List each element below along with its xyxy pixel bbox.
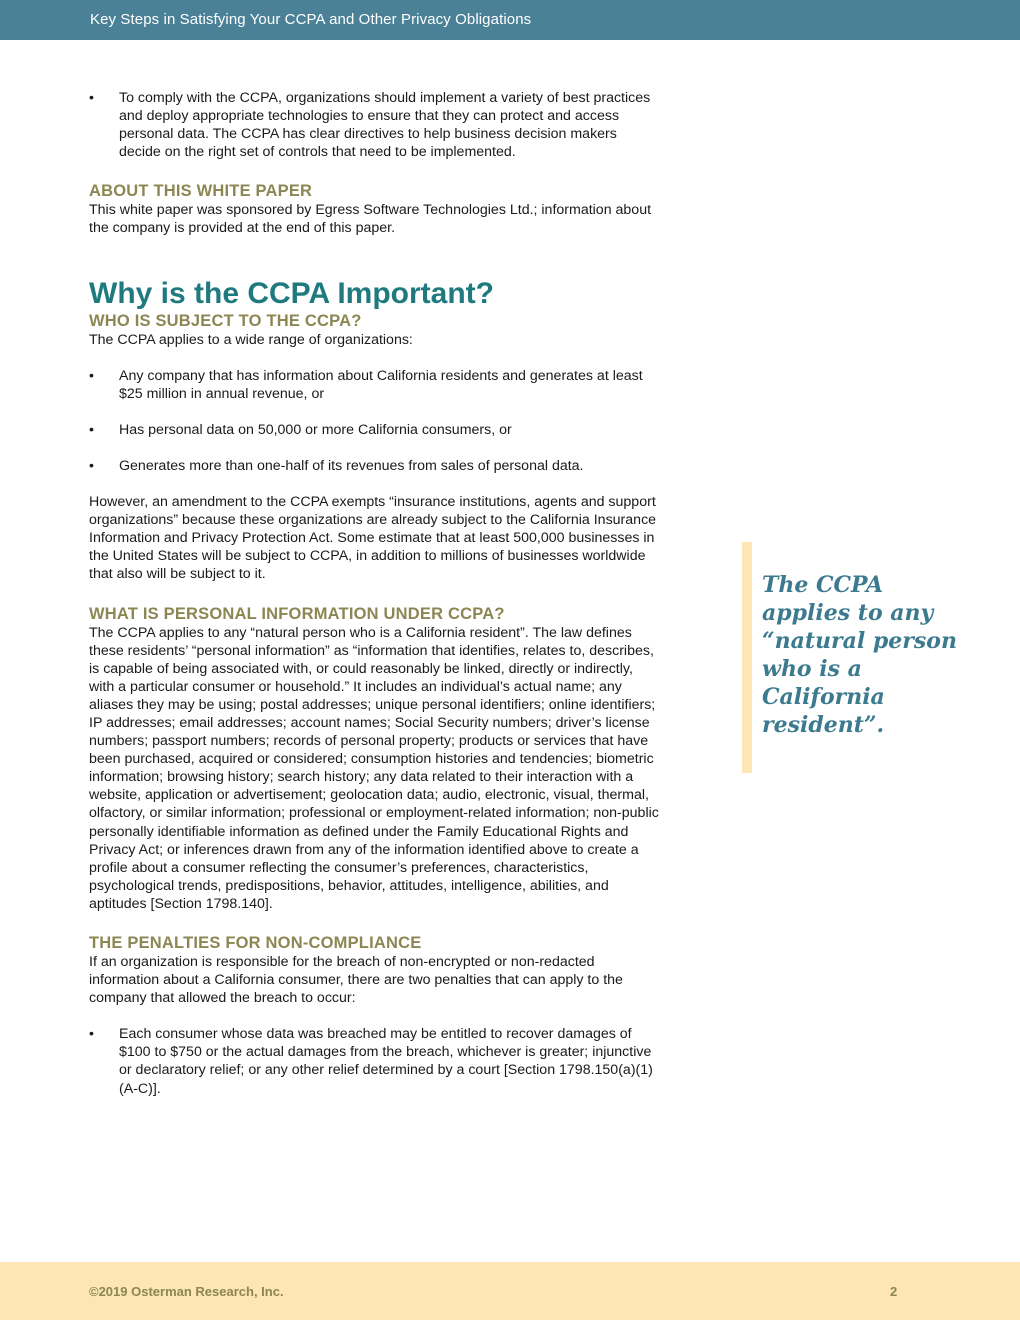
penalties-body: If an organization is responsible for the breach of non-encrypted or non-redacted information about a California consumer, there are two penalties that can apply to the company that allowed the breach to occur: xyxy=(89,954,623,1007)
who-bullet: • Generates more than one-half of its revenues from sales of personal data. xyxy=(89,457,661,475)
about-body: This white paper was sponsored by Egress Software Technologies Ltd.; information about the company is provided at the end of this paper. xyxy=(89,202,652,237)
penalties-bullet-list xyxy=(89,1025,661,1097)
who-heading: WHO IS SUBJECT TO THE CCPA? xyxy=(89,311,362,330)
personal-heading: WHAT IS PERSONAL INFORMATION UNDER CCPA? xyxy=(89,604,505,623)
pull-quote: The CCPA applies to any “natural person who is a California resident”. xyxy=(762,572,957,738)
page-number: 2 xyxy=(890,1284,898,1299)
who-body: However, an amendment to the CCPA exempts “insurance institutions, agents and support organizations” because these organizations are already subject to the California Insurance Information and Privacy Protection Act. Some estimate that at least 500,000 businesses in the United States will be subject to CCPA, in addition to millions of businesses worldwide that also will be subject to it. xyxy=(89,494,657,583)
pull-quote-bar xyxy=(742,542,752,773)
main-content xyxy=(89,89,661,1098)
who-intro: The CCPA applies to a wide range of organizations: xyxy=(89,331,413,348)
who-bullet-list xyxy=(89,367,661,475)
footer-copyright: ©2019 Osterman Research, Inc. xyxy=(89,1284,284,1299)
page-footer xyxy=(0,1262,1020,1320)
who-bullet: • Has personal data on 50,000 or more California consumers, or xyxy=(89,421,661,439)
about-heading: ABOUT THIS WHITE PAPER xyxy=(89,182,313,201)
section-title: Why is the CCPA Important? xyxy=(89,276,494,310)
personal-body: The CCPA applies to any “natural person who is a California resident”. The law defines these residents’ “personal information” as “information that identifies, relates to, describes, is capable of being associated with, or could reasonably be linked, directly or indirectly, with a particular consumer or household.” It includes an individual’s actual name; any aliases they may be using; postal addresses; unique personal identifiers; online identifiers; IP addresses; email addresses; account names; Social Security numbers; driver’s license numbers; passport numbers; records of personal property; products or services that have been purchased, acquired or considered; consumption histories and tendencies; biometric information; browsing history; search history; any data related to their interaction with a website, application or advertisement; geolocation data; audio, electronic, visual, thermal, olfactory, or similar information; professional or employment-related information; non-public personally identifiable information as defined under the Family Educational Rights and Privacy Act; or inferences drawn from any of the information identified above to create a profile about a consumer reflecting the consumer’s preferences, characteristics, psychological trends, predispositions, behavior, attitudes, intelligence, abilities, and aptitudes [Section 1798.140]. xyxy=(89,624,659,912)
penalties-bullet: • Each consumer whose data was breached may be entitled to recover damages of $100 to $750 or the actual damages from the breach, whichever is greater; injunctive or declaratory relief; or any other relief determined by a court [Section 1798.150(a)(1)(A-C)]. xyxy=(89,1025,661,1097)
intro-bullet: • To comply with the CCPA, organizations should implement a variety of best practices and deploy appropriate technologies to ensure that they can protect and access personal data. The CCPA has clear directives to help business decision makers decide on the right set of controls that need to be implemented. xyxy=(89,89,661,161)
who-bullet: • Any company that has information about California residents and generates at least $25 million in annual revenue, or xyxy=(89,367,661,403)
intro-bullet-list xyxy=(89,89,661,161)
header-title: Key Steps in Satisfying Your CCPA and Other Privacy Obligations xyxy=(90,11,532,28)
penalties-heading: THE PENALTIES FOR NON-COMPLIANCE xyxy=(89,934,422,952)
page-header xyxy=(0,0,1020,40)
